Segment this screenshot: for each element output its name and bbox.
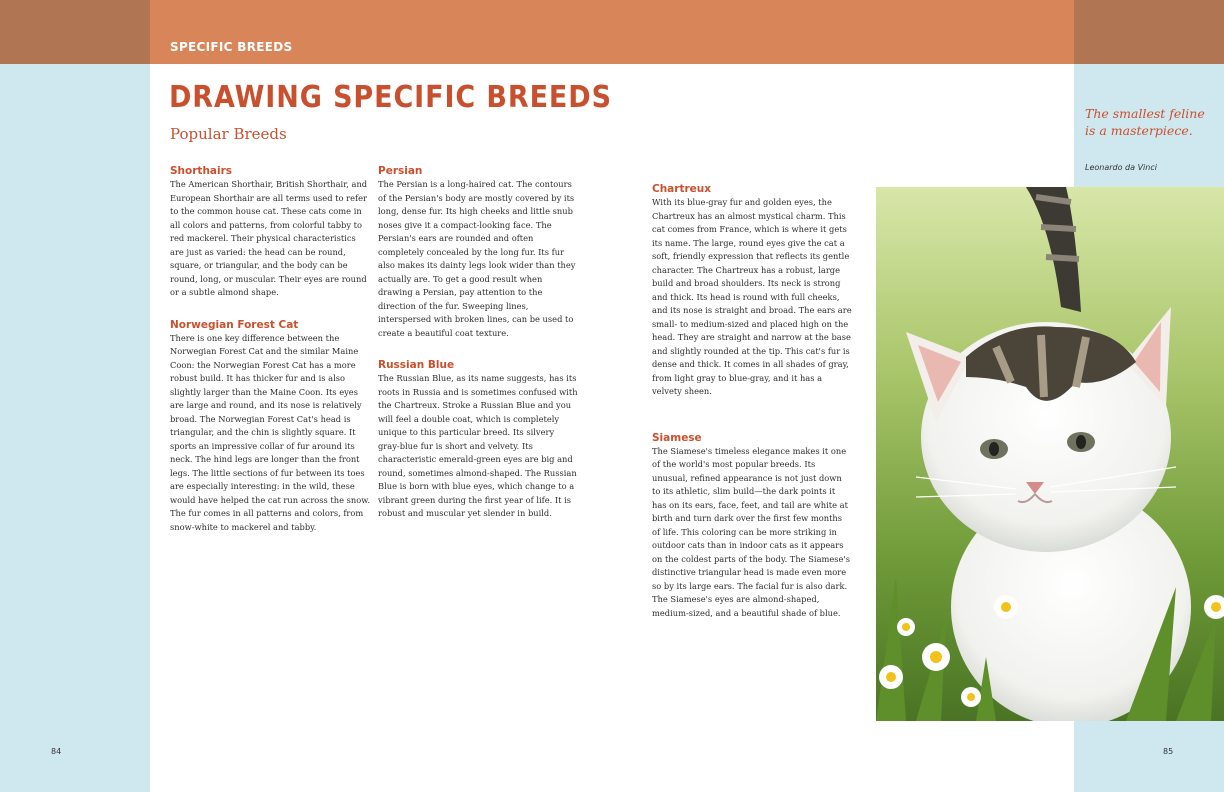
breed-siamese [652,432,852,621]
breed-body: With its blue-gray fur and golden eyes, the Chartreux has an almost mystical charm. This cat comes from France, which is where it gets its name. The large, round eyes give the cat a soft, friendly expression that reflects its gentle character. The Chartreux has a robust, large build and broad shoulders. Its neck is strong and thick. Its head is round with full cheeks, and its nose is straight and broad. The ears are small- to medium-sized and placed high on the head. They are straight and narrow at the base and slightly rounded at the tip. This cat's fur is dense and thick. It comes in all shades of gray, from light gray to blue-gray, and it has a velvety sheen. [652,197,852,396]
header-bar [0,0,1224,64]
breed-heading: Russian Blue [378,359,455,371]
breed-body: The Russian Blue, as its name suggests, has its roots in Russia and is sometimes confused with the Chartreux. Stroke a Russian Blue and you will feel a double coat, which is completely unique to this particular breed. Its silvery gray-blue fur is short and velvety. Its characteristic emerald-green eyes are big and round, sometimes almond-shaped. The Russian Blue is born with blue eyes, which change to a vibrant green during the first year of life. It is robust and muscular yet slender in build. [378,373,578,518]
breed-heading: Chartreux [652,183,712,195]
breed-chartreux [652,183,852,399]
kitten-photo [876,187,1224,721]
kitten-illustration [876,187,1224,721]
breed-norwegian-forest-cat [170,319,370,535]
breed-heading: Shorthairs [170,165,233,177]
breed-shorthairs [170,165,370,300]
left-margin-band [0,0,150,792]
breed-body: The Siamese's timeless elegance makes it one of the world's most popular breeds. Its unusual, refined appearance is not just down to its athletic, slim build—the dark points it has on its ears, face, feet, and tail are white at birth and turn dark over the first few months of life. This coloring can be more striking in outdoor cats than in indoor cats as it appears on the coldest parts of the body. The Siamese's distinctive triangular head is made even more so by its large ears. The facial fur is also dark. The Siamese's eyes are almond-shaped, medium-sized, and a beautiful shade of blue. [652,445,850,618]
header-cap-right [1074,0,1224,64]
page-title: DRAWING SPECIFIC BREEDS [169,80,612,115]
section-label: SPECIFIC BREEDS [170,40,293,54]
page-number-right: 85 [1163,747,1174,756]
quote-text: The smallest feline is a masterpiece. [1085,106,1205,138]
column-right [652,183,852,653]
breed-body: The American Shorthair, British Shorthair, and European Shorthair are all terms used to refer to the common house cat. These cats come in all colors and patterns, from colorful tabby to red mackerel. Their physical characteristics are just as varied: the head can be round, square, or triangular, and the body can be round, long, or muscular. Their eyes are round or a subtle almond shape. [170,179,368,297]
page-number-left: 84 [51,747,62,756]
breed-russian-blue [378,359,578,521]
breed-body: There is one key difference between the Norwegian Forest Cat and the similar Maine Coon: the Norwegian Forest Cat has a more robust build. It has thicker fur and is also slightly larger than the Maine Coon. Its eyes are large and round, and its nose is relatively broad. The Norwegian Forest Cat's head is triangular, and the chin is slightly square. It sports an impressive collar of fur around its neck. The hind legs are longer than the front legs. The little sections of fur between its toes are especially interesting: in the wild, these would have helped the cat run across the snow. The fur comes in all patterns and colors, from snow-white to mackerel and tabby. [170,332,371,532]
breed-body: The Persian is a long-haired cat. The contours of the Persian's body are mostly covered by its long, dense fur. Its high cheeks and little snub noses give it a compact-looking face. The Persian's ears are rounded and often completely concealed by the long fur. Its fur also makes its dainty legs look wider than they actually are. To get a good result when drawing a Persian, pay attention to the direction of the fur. Sweeping lines, interspersed with broken lines, can be used to create a beautiful coat texture. [378,179,576,338]
breed-heading: Persian [378,165,423,177]
breed-persian [378,165,578,340]
quote-author: Leonardo da Vinci [1085,163,1157,172]
header-cap-left [0,0,150,64]
breed-heading: Norwegian Forest Cat [170,318,299,331]
breed-heading: Siamese [652,431,702,444]
column-left [170,165,370,553]
column-middle [378,165,578,540]
page-subtitle: Popular Breeds [170,125,287,143]
